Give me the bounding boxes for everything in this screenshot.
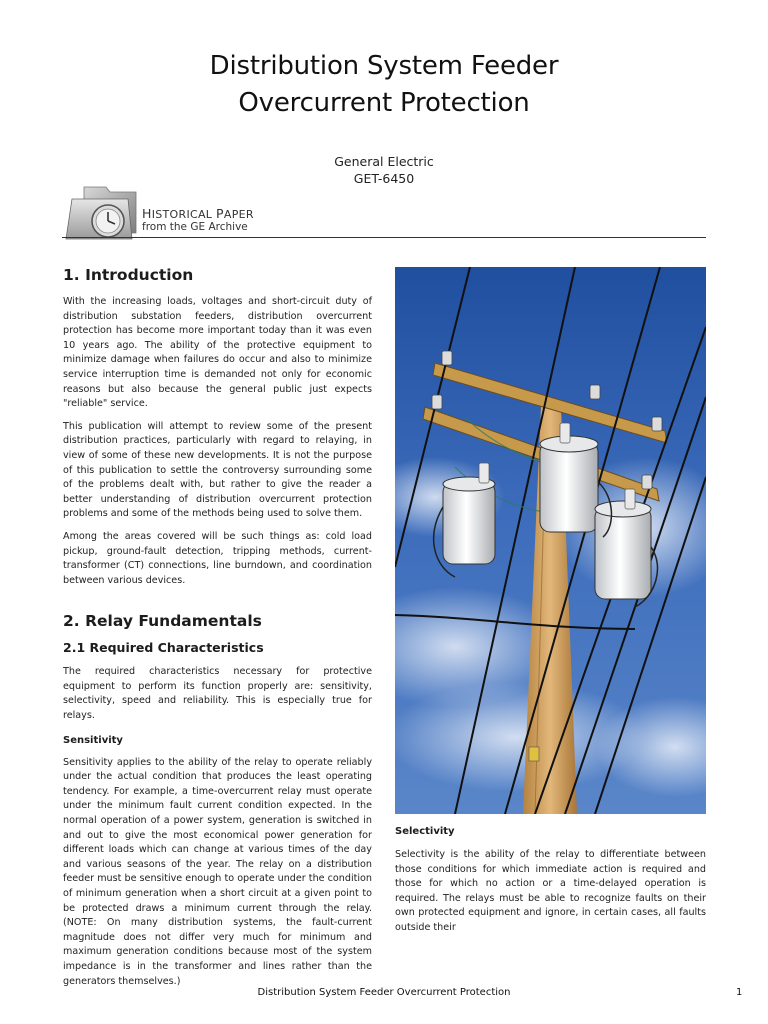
sensitivity-heading: Sensitivity — [63, 734, 123, 746]
label-rest-aper: APER — [223, 208, 254, 221]
archive-folder-clock-icon — [62, 183, 140, 241]
title-line-1: Distribution System Feeder — [209, 51, 559, 81]
utility-pole-transformers-photo — [395, 267, 706, 814]
label-rest-istorical: ISTORICAL — [151, 208, 217, 221]
required-characteristics-paragraph: The required characteristics necessary for protective equipment to perform its function properly are: sensitivity, selectivity, speed and reliability. This is especially true for relays. — [63, 666, 372, 722]
left-column — [63, 266, 372, 989]
subsection-2-1-heading: 2.1 Required Characteristics — [63, 640, 264, 656]
label-initial-p: P — [216, 206, 224, 221]
intro-paragraph-1: With the increasing loads, voltages and short-circuit duty of distribution substation feeders, distribution overcurrent protection has become more important today than it was even 10 years ago. The ability of the protective equipment to minimize damage when failures do occur and also to minimize service interruption time is demanded not only for economic reasons but also because the general public just expects "reliable" service. — [63, 296, 372, 410]
right-column — [395, 826, 706, 936]
section-1-heading: 1. Introduction — [63, 266, 194, 284]
document-number: GET-6450 — [353, 171, 415, 186]
intro-paragraph-3: Among the areas covered will be such things as: cold load pickup, ground-fault detection, tripping methods, current-transformer (CT) connections, line burndown, and coordination between various devices. — [63, 530, 372, 586]
footer-title: Distribution System Feeder Overcurrent Protection — [257, 987, 511, 998]
page-number: 1 — [736, 987, 743, 998]
intro-paragraph-2: This publication will attempt to review some of the present distribution practices, particularly with regard to relaying, in view of some of these new developments. It is not the purpose of this publication to settle the controversy surrounding some of the problems dealt with, but rather to give the reader a better understanding of distribution overcurrent protection problems and some of the methods being used to solve them. — [63, 420, 372, 520]
header-divider — [62, 237, 706, 238]
sensitivity-paragraph: Sensitivity applies to the ability of the relay to operate reliably under the actual condition that produces the least operating tendency. For example, a time-overcurrent relay must operate under the minimum fault current condition expected. In the normal operation of a power system, generation is switched in and out to give the most economical power generation for different loads which can change at various times of the day and various seasons of the year. The relay on a distribution feeder must be sensitive enough to operate under the condition of minimum generation when a short circuit at a given point to be protected draws a minimum current through the relay. (NOTE: On many distribution systems, the fault-current magnitude does not differ very much for minimum and maximum generation conditions because most of the system impedance is in the transformer and lines rather than the generators themselves.) — [63, 756, 372, 987]
historical-paper-label — [142, 206, 254, 221]
section-2-heading: 2. Relay Fundamentals — [63, 612, 262, 631]
author-block — [0, 153, 768, 187]
document-title — [0, 48, 768, 122]
selectivity-paragraph: Selectivity is the ability of the relay to differentiate between those conditions for which immediate action is required and those for which no action or a time-delayed operation is required. The relays must be able to recognize faults on their own protected equipment and ignore, in certain cases, all faults outside their — [395, 849, 706, 933]
historical-paper-banner — [62, 183, 702, 241]
title-line-2: Overcurrent Protection — [238, 88, 530, 118]
archive-subtitle: from the GE Archive — [142, 221, 248, 233]
label-initial-h: H — [142, 206, 152, 221]
selectivity-heading: Selectivity — [395, 826, 455, 837]
author-name: General Electric — [334, 154, 434, 169]
